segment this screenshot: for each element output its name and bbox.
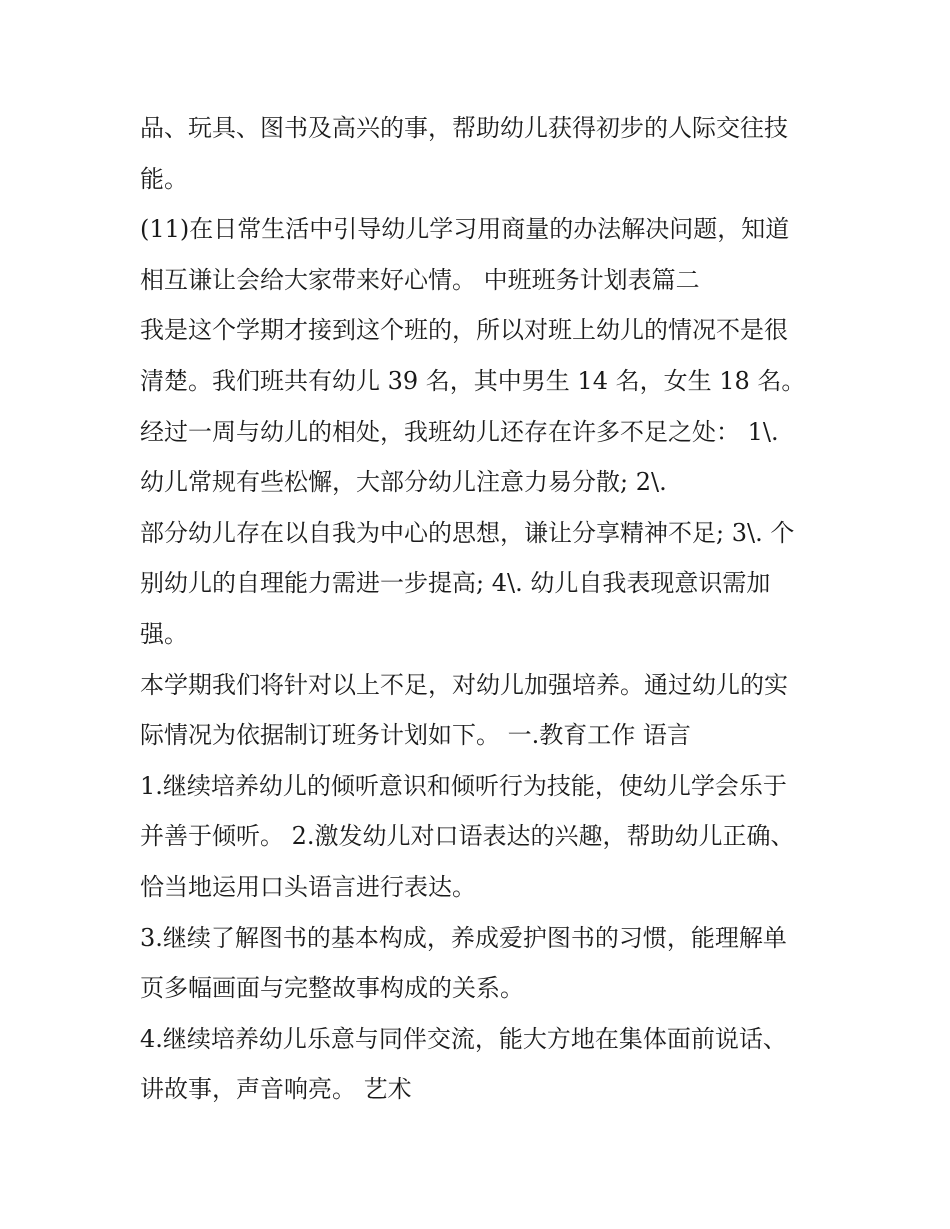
text-line: 清楚。我们班共有幼儿 39 名，其中男生 14 名，女生 18 名。 xyxy=(140,366,806,395)
text-line: 讲故事，声音响亮。 艺术 xyxy=(140,1075,412,1104)
text-line: 幼儿常规有些松懈，大部分幼儿注意力易分散; 2\. xyxy=(140,468,667,497)
text-line: 本学期我们将针对以上不足，对幼儿加强培养。通过幼儿的实 xyxy=(140,670,788,699)
text-line: 部分幼儿存在以自我为中心的思想，谦让分享精神不足; 3\. 个 xyxy=(140,518,795,547)
text-line: 3.继续了解图书的基本构成，养成爱护图书的习惯，能理解单 xyxy=(140,923,787,952)
text-line: 页多幅画面与完整故事构成的关系。 xyxy=(140,974,524,1003)
text-line: 能。 xyxy=(140,164,188,193)
text-line: 相互谦让会给大家带来好心情。 中班班务计划表篇二 xyxy=(140,265,700,294)
text-line: 恰当地运用口头语言进行表达。 xyxy=(140,872,476,901)
text-line: 4.继续培养幼儿乐意与同伴交流，能大方地在集体面前说话、 xyxy=(140,1024,787,1053)
text-line: 我是这个学期才接到这个班的，所以对班上幼儿的情况不是很 xyxy=(140,316,788,345)
text-line: 际情况为依据制订班务计划如下。 一.教育工作 语言 xyxy=(140,721,691,750)
text-line: (11)在日常生活中引导幼儿学习用商量的办法解决问题，知道 xyxy=(140,215,790,244)
text-line: 别幼儿的自理能力需进一步提高; 4\. 幼儿自我表现意识需加 xyxy=(140,569,771,598)
text-line: 品、玩具、图书及高兴的事，帮助幼儿获得初步的人际交往技 xyxy=(140,114,788,142)
text-line: 强。 xyxy=(140,619,188,648)
document-body xyxy=(140,103,820,1115)
text-line: 经过一周与幼儿的相处，我班幼儿还存在许多不足之处： 1\. xyxy=(140,417,779,446)
text-line: 并善于倾听。 2.激发幼儿对口语表达的兴趣，帮助幼儿正确、 xyxy=(140,822,795,851)
text-line: 1.继续培养幼儿的倾听意识和倾听行为技能，使幼儿学会乐于 xyxy=(140,771,787,800)
